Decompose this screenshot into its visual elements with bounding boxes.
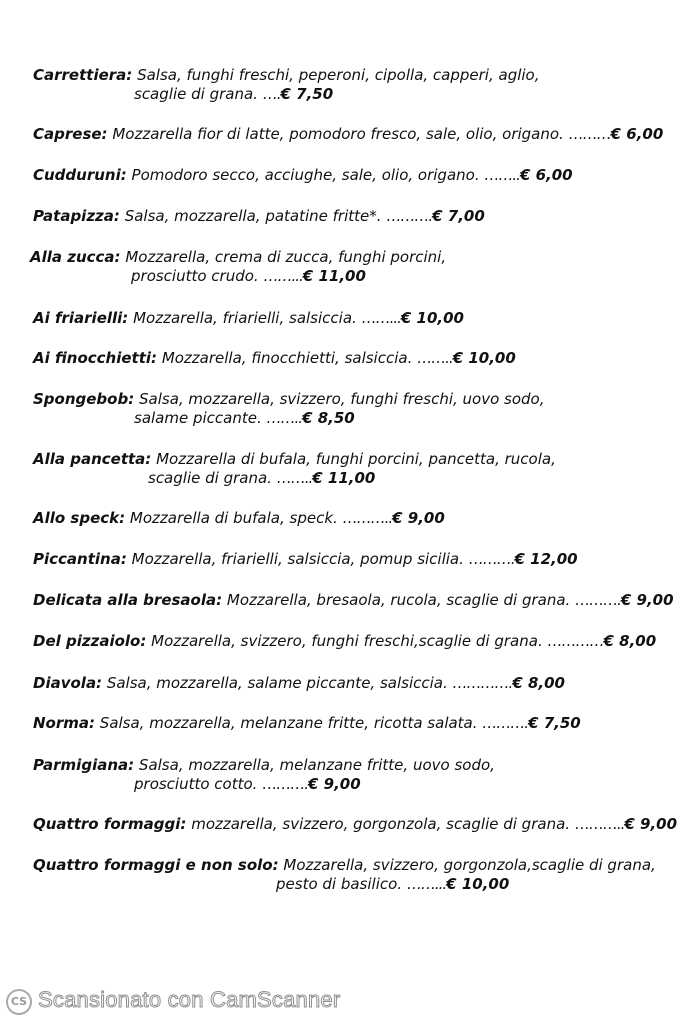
item-description: Mozzarella, svizzero, funghi freschi,scaglie di grana. <box>151 632 543 650</box>
item-price: € 7,00 <box>432 207 485 225</box>
item-name: Del pizzaiolo: <box>33 632 147 650</box>
item-price: € 10,00 <box>452 349 516 367</box>
item-name: Cudduruni: <box>33 166 127 184</box>
item-price: € 10,00 <box>446 875 510 893</box>
item-price: € 12,00 <box>514 550 578 568</box>
item-name: Piccantina: <box>33 550 127 568</box>
item-description: Mozzarella, bresaola, rucola, scaglie di grana. <box>226 591 571 609</box>
item-name: Ai finocchietti: <box>33 349 158 367</box>
item-price: € 6,00 <box>519 166 573 184</box>
leader-dots: ……….. <box>342 509 393 527</box>
leader-dots: …….. <box>484 166 520 184</box>
item-description: Mozzarella di bufala, speck. <box>129 509 338 527</box>
item-name: Alla pancetta: <box>33 450 152 468</box>
item-price: € 10,00 <box>400 309 464 327</box>
leader-dots: ………. <box>386 207 433 225</box>
menu-item-norma <box>0 714 696 734</box>
item-price: € 8,00 <box>512 674 565 692</box>
leader-dots: …………. <box>452 674 513 692</box>
camscanner-logo-icon: CS <box>6 989 32 1015</box>
item-description: Mozzarella, friarielli, salsiccia, pomup sicilia. <box>131 550 464 568</box>
item-description-continued: pesto di basilico. <box>276 875 403 893</box>
item-price: € 8,00 <box>603 632 657 650</box>
item-name: Allo speck: <box>33 509 126 527</box>
item-price: € 6,00 <box>610 125 664 143</box>
item-description: Salsa, mozzarella, melanzane fritte, uovo sodo, <box>138 756 495 774</box>
menu-item-spongebob <box>0 390 696 430</box>
item-description: Salsa, mozzarella, melanzane fritte, ricotta salata. <box>99 714 478 732</box>
item-name: Ai friarielli: <box>33 309 129 327</box>
item-price: € 9,00 <box>392 509 445 527</box>
item-description: Salsa, mozzarella, salame piccante, salsiccia. <box>106 674 448 692</box>
menu-item-caprese <box>0 125 696 145</box>
leader-dots: ……... <box>406 875 447 893</box>
menu-item-quattro-formaggi-e-non-solo <box>0 856 696 896</box>
leader-dots: ……… <box>568 125 611 143</box>
menu-item-ai-friarielli <box>0 309 696 329</box>
item-price: € 9,00 <box>624 815 678 833</box>
item-name: Parmigiana: <box>33 756 135 774</box>
item-description: Mozzarella, crema di zucca, funghi porcini, <box>125 248 447 266</box>
menu-item-allo-speck <box>0 509 696 529</box>
menu-item-alla-pancetta <box>0 450 696 490</box>
item-name: Spongebob: <box>33 390 135 408</box>
item-description: Salsa, mozzarella, patatine fritte*. <box>124 207 382 225</box>
menu-item-delicata-alla-bresaola <box>0 591 696 611</box>
leader-dots: …….. <box>266 409 303 427</box>
item-price: € 11,00 <box>302 267 366 285</box>
item-price: € 9,00 <box>308 775 361 793</box>
menu-item-patapizza <box>0 207 696 227</box>
item-name: Caprese: <box>33 125 108 143</box>
menu-item-del-pizzaiolo <box>0 632 696 652</box>
leader-dots: ………… <box>547 632 604 650</box>
leader-dots: ………. <box>482 714 529 732</box>
leader-dots: ………. <box>262 775 309 793</box>
item-description: Pomodoro secco, acciughe, sale, olio, origano. <box>131 166 480 184</box>
item-name: Carrettiera: <box>33 66 133 84</box>
menu-item-alla-zucca <box>0 248 696 288</box>
item-price: € 8,50 <box>302 409 355 427</box>
leader-dots: ……….. <box>574 815 625 833</box>
leader-dots: ……... <box>263 267 303 285</box>
leader-dots: ……... <box>361 309 401 327</box>
leader-dots: ………. <box>468 550 515 568</box>
menu-item-cudduruni <box>0 166 696 186</box>
item-description-continued: scaglie di grana. <box>134 85 258 103</box>
item-description: Mozzarella, finocchietti, salsiccia. <box>161 349 413 367</box>
item-description: Mozzarella fior di latte, pomodoro fresco, sale, olio, origano. <box>112 125 564 143</box>
item-name: Diavola: <box>33 674 103 692</box>
leader-dots: …. <box>262 85 281 103</box>
item-description: Mozzarella di bufala, funghi porcini, pancetta, rucola, <box>156 450 556 468</box>
item-name: Alla zucca: <box>30 248 121 266</box>
item-name: Delicata alla bresaola: <box>33 591 223 609</box>
item-description: mozzarella, svizzero, gorgonzola, scaglie di grana. <box>191 815 571 833</box>
menu-item-piccantina <box>0 550 696 570</box>
item-name: Quattro formaggi e non solo: <box>33 856 279 874</box>
item-description-continued: scaglie di grana. <box>148 469 272 487</box>
menu-item-quattro-formaggi <box>0 815 696 835</box>
item-price: € 7,50 <box>280 85 334 103</box>
item-description-continued: prosciutto crudo. <box>131 267 259 285</box>
menu-item-diavola <box>0 674 696 694</box>
menu-item-carrettiera <box>0 66 696 106</box>
item-description: Salsa, mozzarella, svizzero, funghi freschi, uovo sodo, <box>139 390 545 408</box>
item-description: Salsa, funghi freschi, peperoni, cipolla, capperi, aglio, <box>137 66 540 84</box>
item-price: € 9,00 <box>620 591 674 609</box>
item-name: Patapizza: <box>33 207 120 225</box>
item-price: € 11,00 <box>312 469 376 487</box>
item-description-continued: prosciutto cotto. <box>134 775 258 793</box>
menu-item-ai-finocchietti <box>0 349 696 369</box>
item-description-continued: salame piccante. <box>134 409 262 427</box>
leader-dots: …….. <box>417 349 453 367</box>
item-name: Quattro formaggi: <box>33 815 187 833</box>
scanner-watermark-text: Scansionato con CamScanner <box>38 987 341 1012</box>
menu-item-parmigiana <box>0 756 696 796</box>
item-name: Norma: <box>33 714 96 732</box>
item-description: Mozzarella, friarielli, salsiccia. <box>133 309 357 327</box>
item-price: € 7,50 <box>528 714 581 732</box>
leader-dots: …….. <box>276 469 313 487</box>
leader-dots: ………. <box>575 591 621 609</box>
item-description: Mozzarella, svizzero, gorgonzola,scaglie di grana, <box>283 856 656 874</box>
